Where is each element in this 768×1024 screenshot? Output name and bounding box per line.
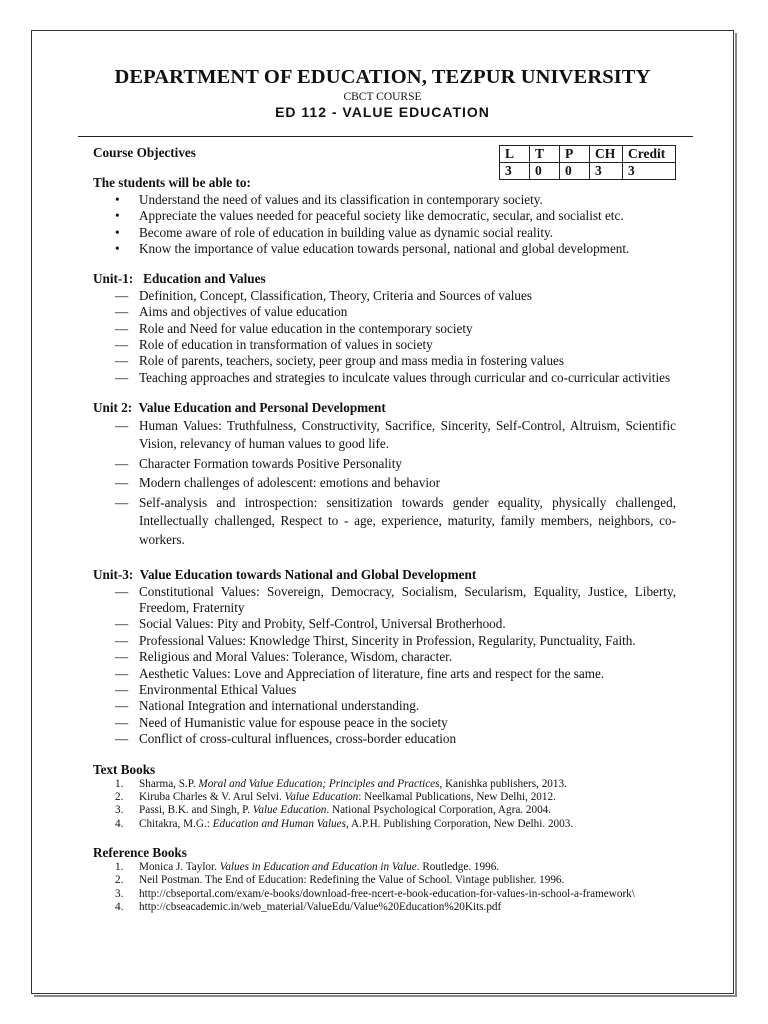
- reference-book-item[interactable]: 4. http://cbseacademic.in/web_material/ValueEdu/Value%20Education%20Kits.pdf: [115, 900, 502, 913]
- credits-value-cell: 3: [590, 163, 623, 180]
- objectives-list: [93, 192, 676, 258]
- unit2-item: — Self-analysis and introspection: sensitization towards gender equality, physically challenged, Intellectually challenged, Respect to - age, experience, maturity, family members, neighbors, co-workers.: [93, 494, 676, 550]
- course-title: ED 112 - VALUE EDUCATION: [275, 104, 490, 120]
- objective-item: • Become aware of role of education in building value as dynamic social reality.: [93, 225, 676, 241]
- unit1-item: — Role of parents, teachers, society, peer group and mass media in fostering values: [93, 353, 676, 369]
- reference-link[interactable]: http://cbseacademic.in/web_material/ValueEdu/Value%20Education%20Kits.pdf: [139, 900, 502, 913]
- document-body: [93, 145, 676, 914]
- unit3-item: — Social Values: Pity and Probity, Self-Control, Universal Brotherhood.: [93, 616, 676, 632]
- unit1-item: — Aims and objectives of value education: [93, 304, 676, 320]
- credits-value-cell: 0: [530, 163, 560, 180]
- objective-item: • Know the importance of value education towards personal, national and global development.: [93, 241, 676, 257]
- unit1-item: — Role and Need for value education in the contemporary society: [93, 321, 676, 337]
- unit1-item: — Definition, Concept, Classification, Theory, Criteria and Sources of values: [93, 288, 676, 304]
- unit2-item: — Character Formation towards Positive Personality: [93, 455, 676, 474]
- text-book-item: 2. Kiruba Charles & V. Arul Selvi. Value Education: Neelkamal Publications, New Delhi, 2012.: [115, 791, 556, 804]
- unit2-title: Unit 2: Value Education and Personal Development: [93, 400, 386, 416]
- credits-value-cell: 3: [500, 163, 530, 180]
- unit3-item: — Environmental Ethical Values: [93, 682, 676, 698]
- reference-book-item: 1. Monica J. Taylor. Values in Education and Education in Value. Routledge. 1996.: [115, 861, 500, 874]
- credits-header-cell: CH: [590, 146, 623, 163]
- unit1-item: — Role of education in transformation of values in society: [93, 337, 676, 353]
- text-book-item: 1. Sharma, S.P. Moral and Value Education; Principles and Practices, Kanishka publishers, 2013.: [115, 778, 567, 791]
- unit3-list: [93, 584, 676, 748]
- unit2-item: — Modern challenges of adolescent: emotions and behavior: [93, 474, 676, 493]
- reference-book-item: 2. Neil Postman. The End of Education: Redefining the Value of School. Vintage publisher. 1996.: [115, 874, 565, 887]
- unit3-item: — Religious and Moral Values: Tolerance, Wisdom, character.: [93, 649, 676, 665]
- cbct-label: CBCT COURSE: [343, 91, 422, 103]
- header-divider: [78, 136, 693, 137]
- reference-books-list: [93, 861, 676, 914]
- credits-header-cell: T: [530, 146, 560, 163]
- unit1-title: Unit-1: Education and Values: [93, 271, 266, 287]
- reference-books-title: Reference Books: [93, 844, 187, 860]
- document-header: [31, 66, 734, 120]
- objective-item: • Appreciate the values needed for peaceful society like democratic, secular, and socialist etc.: [93, 208, 676, 224]
- objectives-title: Course Objectives: [93, 145, 196, 160]
- objective-item: • Understand the need of values and its classification in contemporary society.: [93, 192, 676, 208]
- unit3-title: Unit-3: Value Education towards National and Global Development: [93, 567, 477, 583]
- text-books-title: Text Books: [93, 761, 156, 777]
- unit2-item: — Human Values: Truthfulness, Constructivity, Sacrifice, Sincerity, Self-Control, Altruism, Scientific Vision, relevancy of human values to good life.: [93, 417, 676, 454]
- credits-header-cell: P: [560, 146, 590, 163]
- text-book-item: 4. Chitakra, M.G.: Education and Human Values, A.P.H. Publishing Corporation, New Delhi. 2003.: [115, 817, 574, 830]
- objectives-lead: The students will be able to:: [93, 175, 251, 191]
- credits-header-cell: L: [500, 146, 530, 163]
- unit1-list: [93, 288, 676, 386]
- reference-link[interactable]: http://cbseportal.com/exam/e-books/download-free-ncert-e-book-education-for-values-in-school-a-framework\: [139, 887, 635, 900]
- unit1-item: — Teaching approaches and strategies to inculcate values through curricular and co-curricular activities: [93, 370, 676, 386]
- unit3-item: — Aesthetic Values: Love and Appreciation of literature, fine arts and respect for the same.: [93, 666, 676, 682]
- unit3-item: — Need of Humanistic value for espouse peace in the society: [93, 715, 676, 731]
- credits-value-cell: 0: [560, 163, 590, 180]
- text-book-item: 3. Passi, B.K. and Singh, P. Value Education. National Psychological Corporation, Agra. 2004.: [115, 804, 552, 817]
- department-title: DEPARTMENT OF EDUCATION, TEZPUR UNIVERSITY: [114, 66, 651, 88]
- unit3-item: — Professional Values: Knowledge Thirst, Sincerity in Profession, Regularity, Punctuality, Faith.: [93, 633, 676, 649]
- text-books-list: [93, 778, 676, 831]
- unit2-list: [93, 417, 676, 550]
- unit3-item: — Conflict of cross-cultural influences, cross-border education: [93, 731, 676, 747]
- credits-header-cell: Credit: [623, 146, 676, 163]
- unit3-item: — National Integration and international understanding.: [93, 698, 676, 714]
- reference-book-item[interactable]: 3. http://cbseportal.com/exam/e-books/download-free-ncert-e-book-education-for-values-in-school-a-framework\: [115, 887, 635, 900]
- credits-value-cell: 3: [623, 163, 676, 180]
- unit3-item: — Constitutional Values: Sovereign, Democracy, Socialism, Secularism, Equality, Justice, Liberty, Freedom, Fraternity: [93, 584, 676, 617]
